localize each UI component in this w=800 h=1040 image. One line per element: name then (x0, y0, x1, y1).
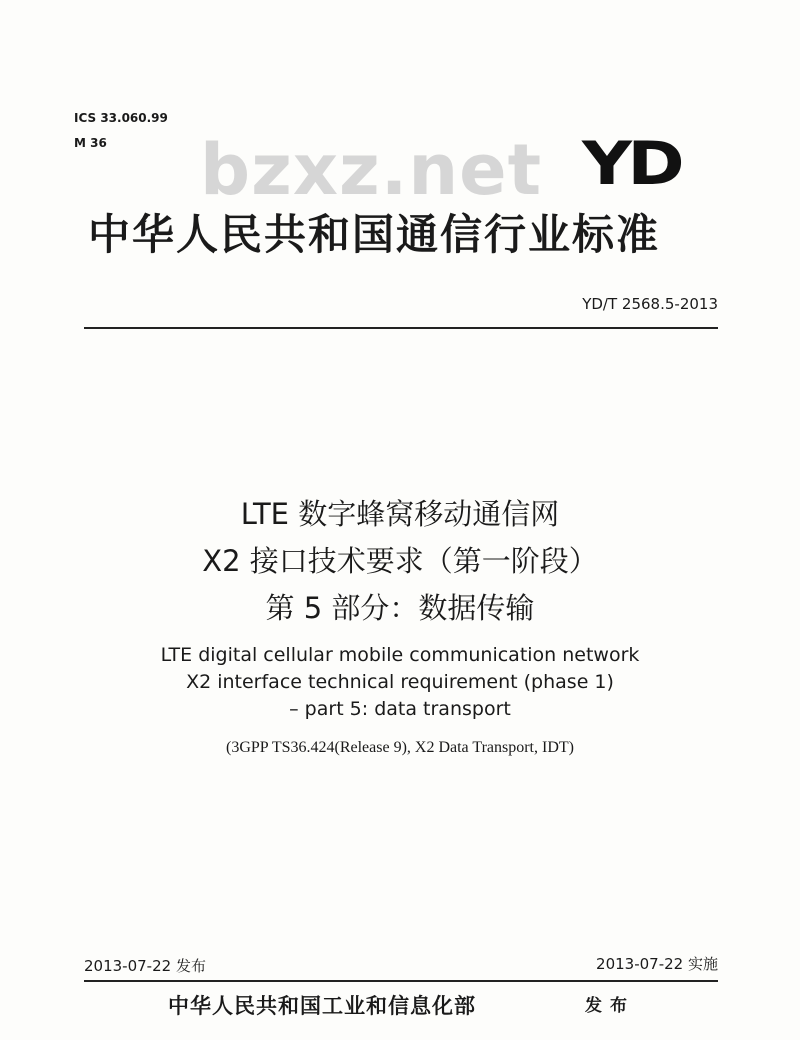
standard-number: YD/T 2568.5-2013 (582, 295, 718, 313)
watermark: bzxz.net (200, 129, 543, 211)
yd-logo: YD (582, 129, 681, 199)
standard-type-title: 中华人民共和国通信行业标准 (88, 210, 661, 259)
classification-code: M 36 (74, 136, 107, 150)
title-en-line-3: – part 5: data transport (289, 698, 511, 720)
title-zh-line-1: LTE 数字蜂窝移动通信网 (240, 497, 560, 531)
title-zh-line-2: X2 接口技术要求（第一阶段） (202, 544, 598, 578)
title-en-line-1: LTE digital cellular mobile communication network (160, 644, 640, 666)
issuer-name: 中华人民共和国工业和信息化部 (168, 994, 476, 1018)
issue-date: 2013-07-22 发布 (84, 957, 206, 975)
bottom-divider (84, 980, 718, 982)
implementation-date: 2013-07-22 实施 (596, 955, 718, 973)
ics-code: ICS 33.060.99 (74, 111, 168, 125)
top-divider (84, 327, 718, 329)
adoption-note: (3GPP TS36.424(Release 9), X2 Data Transport, IDT) (226, 739, 574, 756)
title-zh-line-3: 第 5 部分：数据传输 (265, 591, 535, 625)
title-en-line-2: X2 interface technical requirement (phase 1) (186, 671, 614, 693)
issuer-suffix: 发布 (585, 996, 635, 1016)
